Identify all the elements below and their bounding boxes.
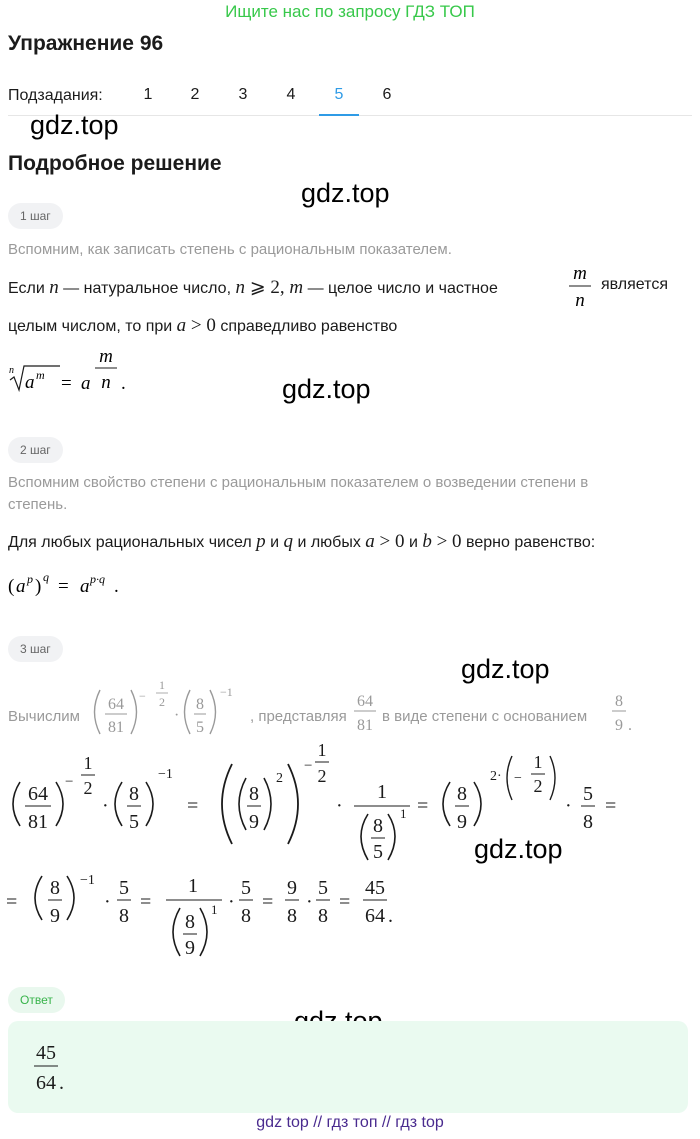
subtask-tab-2[interactable]: 2 bbox=[190, 86, 200, 103]
svg-text:n: n bbox=[101, 372, 111, 393]
step-text: Для любых рациональных чисел p и q и любых a > 0 и b > 0 верно равенство: bbox=[8, 531, 596, 552]
svg-text:2: 2 bbox=[83, 778, 93, 798]
svg-text:8: 8 bbox=[119, 905, 129, 927]
svg-text:8: 8 bbox=[241, 905, 251, 927]
formula bbox=[6, 566, 146, 600]
svg-text:·: · bbox=[565, 795, 572, 817]
svg-text:5: 5 bbox=[129, 811, 139, 833]
svg-text:64: 64 bbox=[357, 693, 373, 710]
svg-text:a: a bbox=[80, 576, 90, 597]
svg-text:−: − bbox=[139, 689, 146, 703]
svg-text:q: q bbox=[43, 570, 49, 584]
svg-text:m: m bbox=[36, 368, 45, 382]
svg-text:1: 1 bbox=[377, 781, 387, 803]
answer-badge: Ответ bbox=[8, 987, 65, 1013]
formula bbox=[0, 742, 640, 872]
svg-text:−: − bbox=[514, 771, 522, 786]
svg-text:=: = bbox=[605, 795, 617, 817]
svg-text:2: 2 bbox=[276, 771, 283, 786]
svg-text:8: 8 bbox=[457, 783, 467, 805]
svg-text:8: 8 bbox=[249, 783, 259, 805]
svg-text:8: 8 bbox=[50, 877, 60, 899]
svg-text:9: 9 bbox=[287, 877, 297, 899]
step-hint: Вспомним свойство степени с рациональным показателем о возведении степени в bbox=[8, 474, 589, 491]
svg-text:1: 1 bbox=[188, 875, 198, 897]
svg-text:−1: −1 bbox=[80, 873, 95, 888]
svg-text:45: 45 bbox=[365, 877, 385, 899]
svg-text:m: m bbox=[573, 263, 587, 284]
svg-text:·: · bbox=[104, 891, 111, 913]
svg-text:−: − bbox=[304, 758, 313, 774]
svg-text:5: 5 bbox=[318, 877, 328, 899]
svg-text:9: 9 bbox=[185, 937, 195, 959]
formula: a bbox=[176, 315, 187, 336]
watermark: gdz.top bbox=[30, 110, 119, 140]
svg-text:8: 8 bbox=[615, 693, 623, 710]
svg-text:5: 5 bbox=[583, 783, 593, 805]
svg-text:a: a bbox=[81, 373, 91, 394]
svg-text:9: 9 bbox=[615, 717, 623, 734]
svg-text:−: − bbox=[65, 774, 74, 790]
svg-text:8: 8 bbox=[373, 815, 383, 837]
formula bbox=[566, 262, 594, 312]
svg-text:=: = bbox=[61, 373, 72, 394]
step-hint: Вспомним, как записать степень с рациональным показателем. bbox=[8, 241, 452, 258]
subtask-tab-6[interactable]: 6 bbox=[382, 86, 392, 103]
svg-text:9: 9 bbox=[457, 811, 467, 833]
step-hint: степень. bbox=[8, 496, 68, 513]
svg-text:n: n bbox=[9, 365, 14, 376]
solution-title: Подробное решение bbox=[8, 152, 222, 175]
subtasks-label: Подзадания: bbox=[8, 87, 103, 104]
step-badge: 3 шаг bbox=[8, 636, 63, 662]
step-hint: в виде степени с основанием bbox=[382, 708, 588, 725]
subtask-tab-4[interactable]: 4 bbox=[286, 86, 296, 103]
svg-text:1: 1 bbox=[400, 806, 407, 821]
watermark: gdz.top bbox=[282, 374, 371, 404]
svg-text:1: 1 bbox=[533, 752, 543, 772]
svg-text:64: 64 bbox=[108, 696, 124, 713]
svg-text:=: = bbox=[187, 795, 199, 817]
subtask-tab-5[interactable]: 5 bbox=[319, 86, 359, 116]
answer-box bbox=[8, 1021, 688, 1113]
svg-text:−1: −1 bbox=[158, 767, 173, 782]
step-hint: , представляя bbox=[250, 708, 347, 725]
svg-text:2·: 2· bbox=[490, 769, 502, 784]
svg-text:81: 81 bbox=[357, 717, 373, 734]
watermark: gdz.top bbox=[301, 178, 390, 208]
svg-text:m: m bbox=[99, 346, 113, 367]
svg-text:−1: −1 bbox=[220, 685, 233, 699]
svg-text:64: 64 bbox=[365, 905, 385, 927]
formula bbox=[6, 344, 136, 404]
formula bbox=[608, 688, 634, 738]
svg-text:=: = bbox=[417, 795, 429, 817]
svg-text:5: 5 bbox=[373, 841, 383, 863]
svg-text:1: 1 bbox=[159, 678, 165, 692]
svg-text:5: 5 bbox=[241, 877, 251, 899]
subtask-tab-3[interactable]: 3 bbox=[238, 86, 248, 103]
page-title: Упражнение 96 bbox=[8, 32, 164, 55]
svg-text:8: 8 bbox=[318, 905, 328, 927]
svg-text:1: 1 bbox=[317, 742, 327, 760]
svg-text:·: · bbox=[174, 707, 180, 724]
step-badge: 2 шаг bbox=[8, 437, 63, 463]
svg-text:64: 64 bbox=[36, 1072, 56, 1094]
svg-text:.: . bbox=[628, 717, 632, 734]
svg-text:·: · bbox=[102, 795, 109, 817]
svg-text:2: 2 bbox=[317, 766, 327, 786]
answer-value bbox=[30, 1039, 80, 1095]
svg-text:n: n bbox=[575, 290, 585, 311]
svg-text:2: 2 bbox=[533, 776, 543, 796]
svg-text:=: = bbox=[6, 891, 18, 913]
svg-text:81: 81 bbox=[108, 719, 124, 736]
svg-text:): ) bbox=[35, 576, 42, 597]
svg-text:81: 81 bbox=[28, 811, 48, 833]
svg-text:.: . bbox=[59, 1072, 64, 1094]
formula bbox=[350, 688, 380, 738]
svg-text:.: . bbox=[121, 373, 126, 394]
svg-text:5: 5 bbox=[196, 719, 204, 736]
step-text: является bbox=[601, 276, 668, 293]
formula: n bbox=[235, 277, 245, 298]
watermark: gdz.top bbox=[461, 654, 550, 684]
footer-links[interactable]: gdz top // гдз топ // гдз top bbox=[256, 1114, 444, 1131]
svg-text:·: · bbox=[336, 795, 343, 817]
search-banner: Ищите нас по запросу ГДЗ ТОП bbox=[225, 2, 475, 21]
formula bbox=[0, 862, 420, 972]
svg-text:=: = bbox=[339, 891, 351, 913]
svg-text:1: 1 bbox=[83, 753, 93, 773]
svg-text:p: p bbox=[27, 572, 33, 586]
svg-text:p·q: p·q bbox=[90, 572, 105, 586]
svg-text:·: · bbox=[228, 891, 235, 913]
svg-text:8: 8 bbox=[583, 811, 593, 833]
formula bbox=[86, 676, 250, 742]
step-badge: 1 шаг bbox=[8, 203, 63, 229]
svg-text:8: 8 bbox=[196, 696, 204, 713]
svg-text:.: . bbox=[388, 905, 393, 927]
step-text: целым числом, то при a > 0 справедливо равенство bbox=[8, 315, 398, 336]
svg-text:5: 5 bbox=[119, 877, 129, 899]
svg-text:=: = bbox=[262, 891, 274, 913]
step-text: Если n — натуральное число, n ⩾ 2, m — целое число и частное bbox=[8, 277, 498, 298]
subtask-tab-1[interactable]: 1 bbox=[143, 86, 153, 103]
step-hint: Вычислим bbox=[8, 708, 80, 725]
svg-text:45: 45 bbox=[36, 1042, 56, 1064]
svg-text:9: 9 bbox=[249, 811, 259, 833]
svg-text:8: 8 bbox=[185, 911, 195, 933]
svg-text:64: 64 bbox=[28, 783, 48, 805]
svg-text:1: 1 bbox=[211, 902, 218, 917]
svg-text:·: · bbox=[306, 891, 313, 913]
svg-text:=: = bbox=[140, 891, 152, 913]
svg-text:8: 8 bbox=[129, 783, 139, 805]
svg-text:.: . bbox=[114, 576, 119, 597]
svg-text:a: a bbox=[25, 372, 35, 393]
svg-text:=: = bbox=[58, 576, 69, 597]
formula: n bbox=[49, 277, 59, 298]
svg-text:8: 8 bbox=[287, 905, 297, 927]
svg-text:2: 2 bbox=[159, 695, 165, 709]
watermark: gdz.top bbox=[474, 834, 563, 864]
svg-text:9: 9 bbox=[50, 905, 60, 927]
svg-text:(: ( bbox=[8, 576, 15, 597]
svg-text:a: a bbox=[16, 576, 26, 597]
